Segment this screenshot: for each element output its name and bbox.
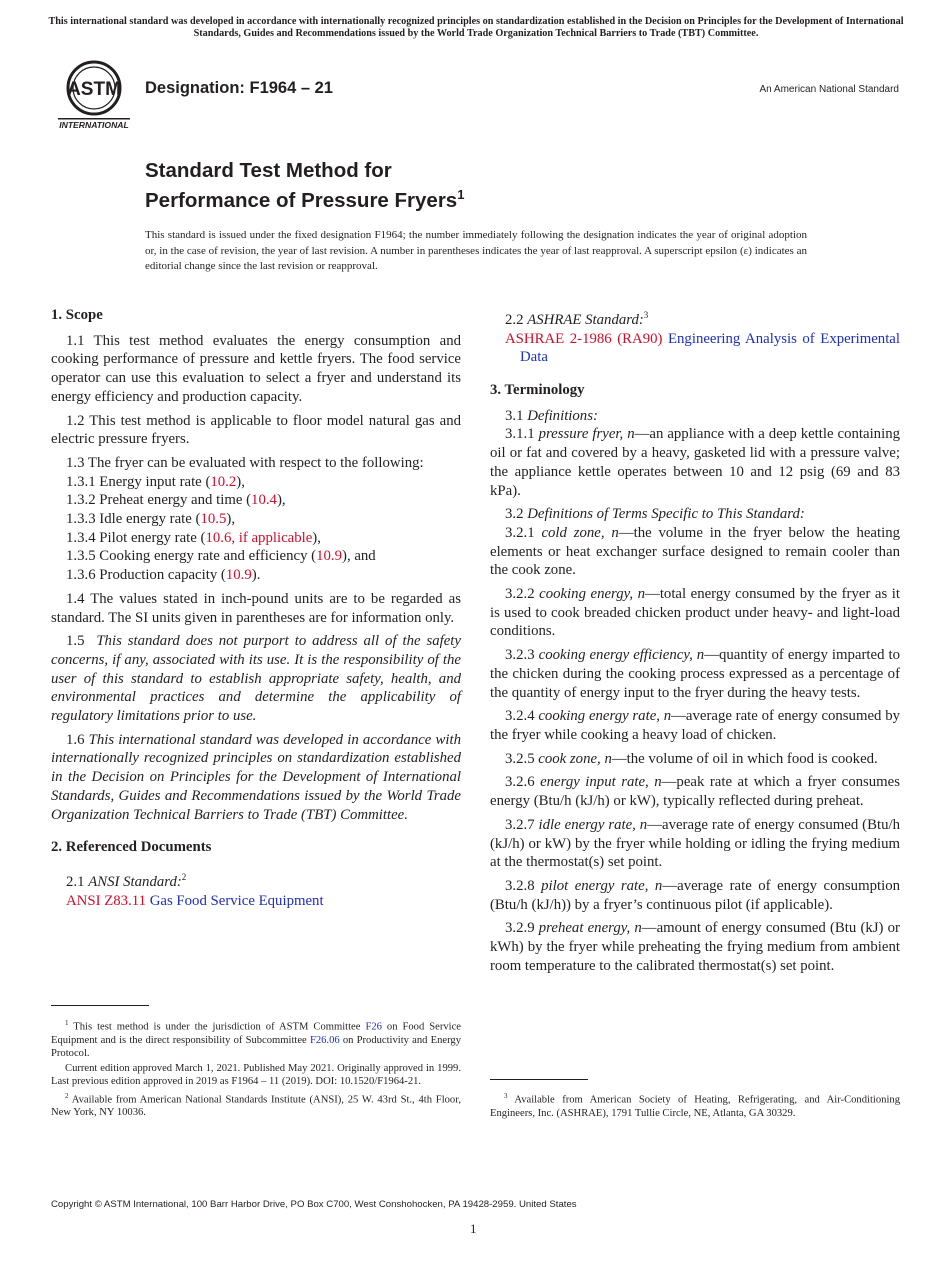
definition: 3.1.1 pressure fryer, n—an appliance with a deep kettle containing oil or fat and covered by a heavy, gasketed lid with a pressure valve; the appliance kettle operates between 10 and 12 psig (69 and 83 kPa).: [490, 426, 900, 499]
definition-term: cooking energy, n: [539, 586, 646, 603]
definition-term: pilot energy rate, n: [541, 877, 663, 894]
para-1-6: 1.6 This international standard was developed in accordance with internationally recognized principles on standardization established in the Decision on Principles for the Development of International Standards, Guides and Recommendations issued by the World Trade Organization Technical Barriers to Trade (TBT) Committee.: [51, 731, 461, 823]
ashrae-title-link[interactable]: Engineering Analysis of Experimental Data: [520, 330, 900, 366]
definition: 3.2.6 energy input rate, n—peak rate at which a fryer consumes energy (Btu/h (kJ/h) or kW), typically reflected during preheat.: [490, 774, 900, 810]
definition: 3.2.4 cooking energy rate, n—average rate of energy consumed by the fryer while cooking a heavy load of chicken.: [490, 708, 900, 743]
para-1-5: 1.5 This standard does not purport to address all of the safety concerns, if any, associated with its use. It is the responsibility of the user of this standard to establish appropriate safety, health, and environmental practices and determine the applicability of regulatory limitations prior to use.: [51, 633, 461, 725]
designation: Designation: F1964 – 21: [145, 79, 333, 97]
definition-term: cook zone, n: [538, 750, 612, 767]
left-column: [51, 306, 461, 910]
refdocs-heading: 2. Referenced Documents: [51, 839, 212, 856]
definitions-list-1: [490, 425, 900, 500]
definition-term: cooking energy efficiency, n: [538, 647, 705, 664]
definition-term: cold zone, n: [541, 524, 619, 541]
f26-link[interactable]: F26: [365, 1021, 382, 1033]
logo-letters: ASTM: [67, 79, 121, 100]
ansi-reference: [66, 892, 461, 911]
intro-paragraph: This standard is issued under the fixed designation F1964; the number immediately following the designation indicates the year of original adoption or, in the case of revision, the year of last revision. A number in parentheses indicates the year of last reapproval. A superscript epsilon (ε) indicates an editorial change since the last revision or reapproval.: [145, 229, 807, 272]
footnote-rule-left: [51, 1005, 149, 1006]
page-number: 1: [470, 1221, 477, 1236]
ansi-title-link[interactable]: Gas Food Service Equipment: [149, 892, 324, 909]
scope-item: 1.3.2 Preheat energy and time (10.4),: [66, 492, 286, 509]
logo-sub: INTERNATIONAL: [59, 120, 129, 130]
definition-term: pressure fryer, n: [538, 426, 635, 443]
definition: 3.2.3 cooking energy efficiency, n—quantity of energy imparted to the chicken during the cooking process expressed as a percentage of the quantity of energy input to the fryer during the heavy tests.: [490, 647, 900, 701]
para-1-2: 1.2 This test method is applicable to floor model natural gas and electric pressure fryers.: [51, 412, 461, 448]
para-2-2: 2.2 ASHRAE Standard:$^3$: [505, 310, 649, 328]
definition: 3.2.8 pilot energy rate, n—average rate of energy consumption (Btu/h (kJ/h)) by a fryer’s continuous pilot (if applicable).: [490, 877, 901, 913]
para-1-1: 1.1 This test method evaluates the energy consumption and cooking performance of pressure and kettle fryers. The food service operator can use this evaluation to select a fryer and understand its energy efficiency and production capacity.: [51, 332, 461, 405]
terminology-heading: 3. Terminology: [490, 382, 585, 399]
ashrae-code-link[interactable]: ASHRAE 2-1986 (RA90): [505, 330, 663, 347]
title-line-2: Performance of Pressure Fryers: [145, 188, 458, 212]
footnote-1: $^1$ This test method is under the jurisdiction of ASTM Committee F26 on Food Service Equipment and is the direct responsibility of Subcommittee F26.06 on Productivity and Energy Protocol.: [51, 1019, 462, 1059]
definition-term: energy input rate, n: [540, 774, 662, 791]
section-ref-link[interactable]: 10.5: [200, 511, 227, 528]
title-footnote-mark: 1: [457, 187, 465, 202]
section-ref-link[interactable]: 10.2: [210, 473, 237, 490]
ashrae-reference: [505, 330, 900, 367]
title-line-1: Standard Test Method for: [145, 159, 392, 182]
footnotes-left: [51, 1017, 461, 1121]
section-ref-link[interactable]: 10.9: [225, 567, 252, 584]
para-2-1: 2.1 ANSI Standard:$^2$: [66, 871, 187, 890]
copyright: Copyright © ASTM International, 100 Barr Harbor Drive, PO Box C700, West Conshohocken, PA 19428-2959. United States: [51, 1199, 577, 1210]
definition-term: preheat energy, n: [538, 920, 642, 937]
national-standard-label: An American National Standard: [759, 84, 899, 95]
definition: 3.2.9 preheat energy, n—amount of energy consumed (Btu (kJ) or kWh) by the fryer while preheating the frying medium from ambient room temperature to the calibrated thermostat(s) set point.: [490, 920, 900, 974]
scope-heading: 1. Scope: [51, 307, 103, 323]
section-ref-link[interactable]: 10.6, if applicable: [205, 529, 313, 546]
definition: 3.2.7 idle energy rate, n—average rate of energy consumed (Btu/h (kJ/h) or kW) by the fryer while holding or idling the frying medium at the thermostat(s) set point.: [490, 816, 901, 871]
footnotes-right: [490, 1090, 900, 1122]
definitions-list-2: [490, 524, 900, 975]
scope-item: 1.3.3 Idle energy rate (10.5),: [66, 511, 236, 528]
f26-06-link[interactable]: F26.06: [309, 1034, 340, 1046]
section-ref-link[interactable]: 10.4: [251, 492, 277, 509]
footnote-rule-right: [490, 1079, 588, 1080]
para-3-2: 3.2 Definitions of Terms Specific to This Standard:: [505, 506, 805, 523]
footnote-2: $^2$ Available from American National Standards Institute (ANSI), 25 W. 43rd St., 4th Floor, New York, NY 10036.: [51, 1091, 461, 1119]
right-column: [490, 306, 900, 980]
scope-item: 1.3.6 Production capacity (10.9).: [66, 567, 261, 584]
section-ref-link[interactable]: 10.9: [316, 548, 343, 565]
scope-list: [51, 473, 461, 585]
scope-item: 1.3.4 Pilot energy rate (10.6, if applicable),: [66, 529, 321, 546]
para-1-3: 1.3 The fryer can be evaluated with respect to the following:: [66, 454, 424, 471]
scope-item: 1.3.5 Cooking energy rate and efficiency (10.9), and: [66, 548, 376, 565]
definition: 3.2.5 cook zone, n—the volume of oil in which food is cooked.: [505, 750, 878, 767]
astm-logo: [54, 58, 134, 132]
definition: 3.2.1 cold zone, n—the volume in the fryer below the heating elements or heat exchanger surface designed to remain cooler than the cook zone.: [490, 524, 900, 579]
definition-term: idle energy rate, n: [538, 816, 648, 833]
definition: 3.2.2 cooking energy, n—total energy consumed by the fryer as it is used to cook breaded chicken product under heavy- and light-load conditions.: [490, 586, 900, 640]
scope-item: 1.3.1 Energy input rate (10.2),: [66, 473, 245, 490]
definition-term: cooking energy rate, n: [538, 708, 672, 725]
footnote-3: $^3$ Available from American Society of Heating, Refrigerating, and Air-Conditioning Engineers, Inc. (ASHRAE), 1791 Tullie Circle, NE, Atlanta, GA 30329.: [490, 1092, 900, 1119]
para-3-1: 3.1 Definitions:: [505, 407, 598, 424]
tbt-notice: This international standard was developed in accordance with internationally recognized principles on standardization established in the Decision on Principles for the Development of International Standards, Guides and Recommendations issued by the World Trade Organization Technical Barriers to Trade (TBT) Committee.: [48, 16, 904, 39]
page-title: [145, 159, 464, 213]
footnote-edition: Current edition approved March 1, 2021. Published May 2021. Originally approved in 1999. Last previous edition approved in 2019 as F1964 – 11 (2019). DOI: 10.1520/F1964-21.: [51, 1062, 461, 1087]
ansi-code-link[interactable]: ANSI Z83.11: [66, 892, 147, 909]
para-1-4: 1.4 The values stated in inch-pound units are to be regarded as standard. The SI units given in parentheses are for information only.: [51, 590, 461, 626]
